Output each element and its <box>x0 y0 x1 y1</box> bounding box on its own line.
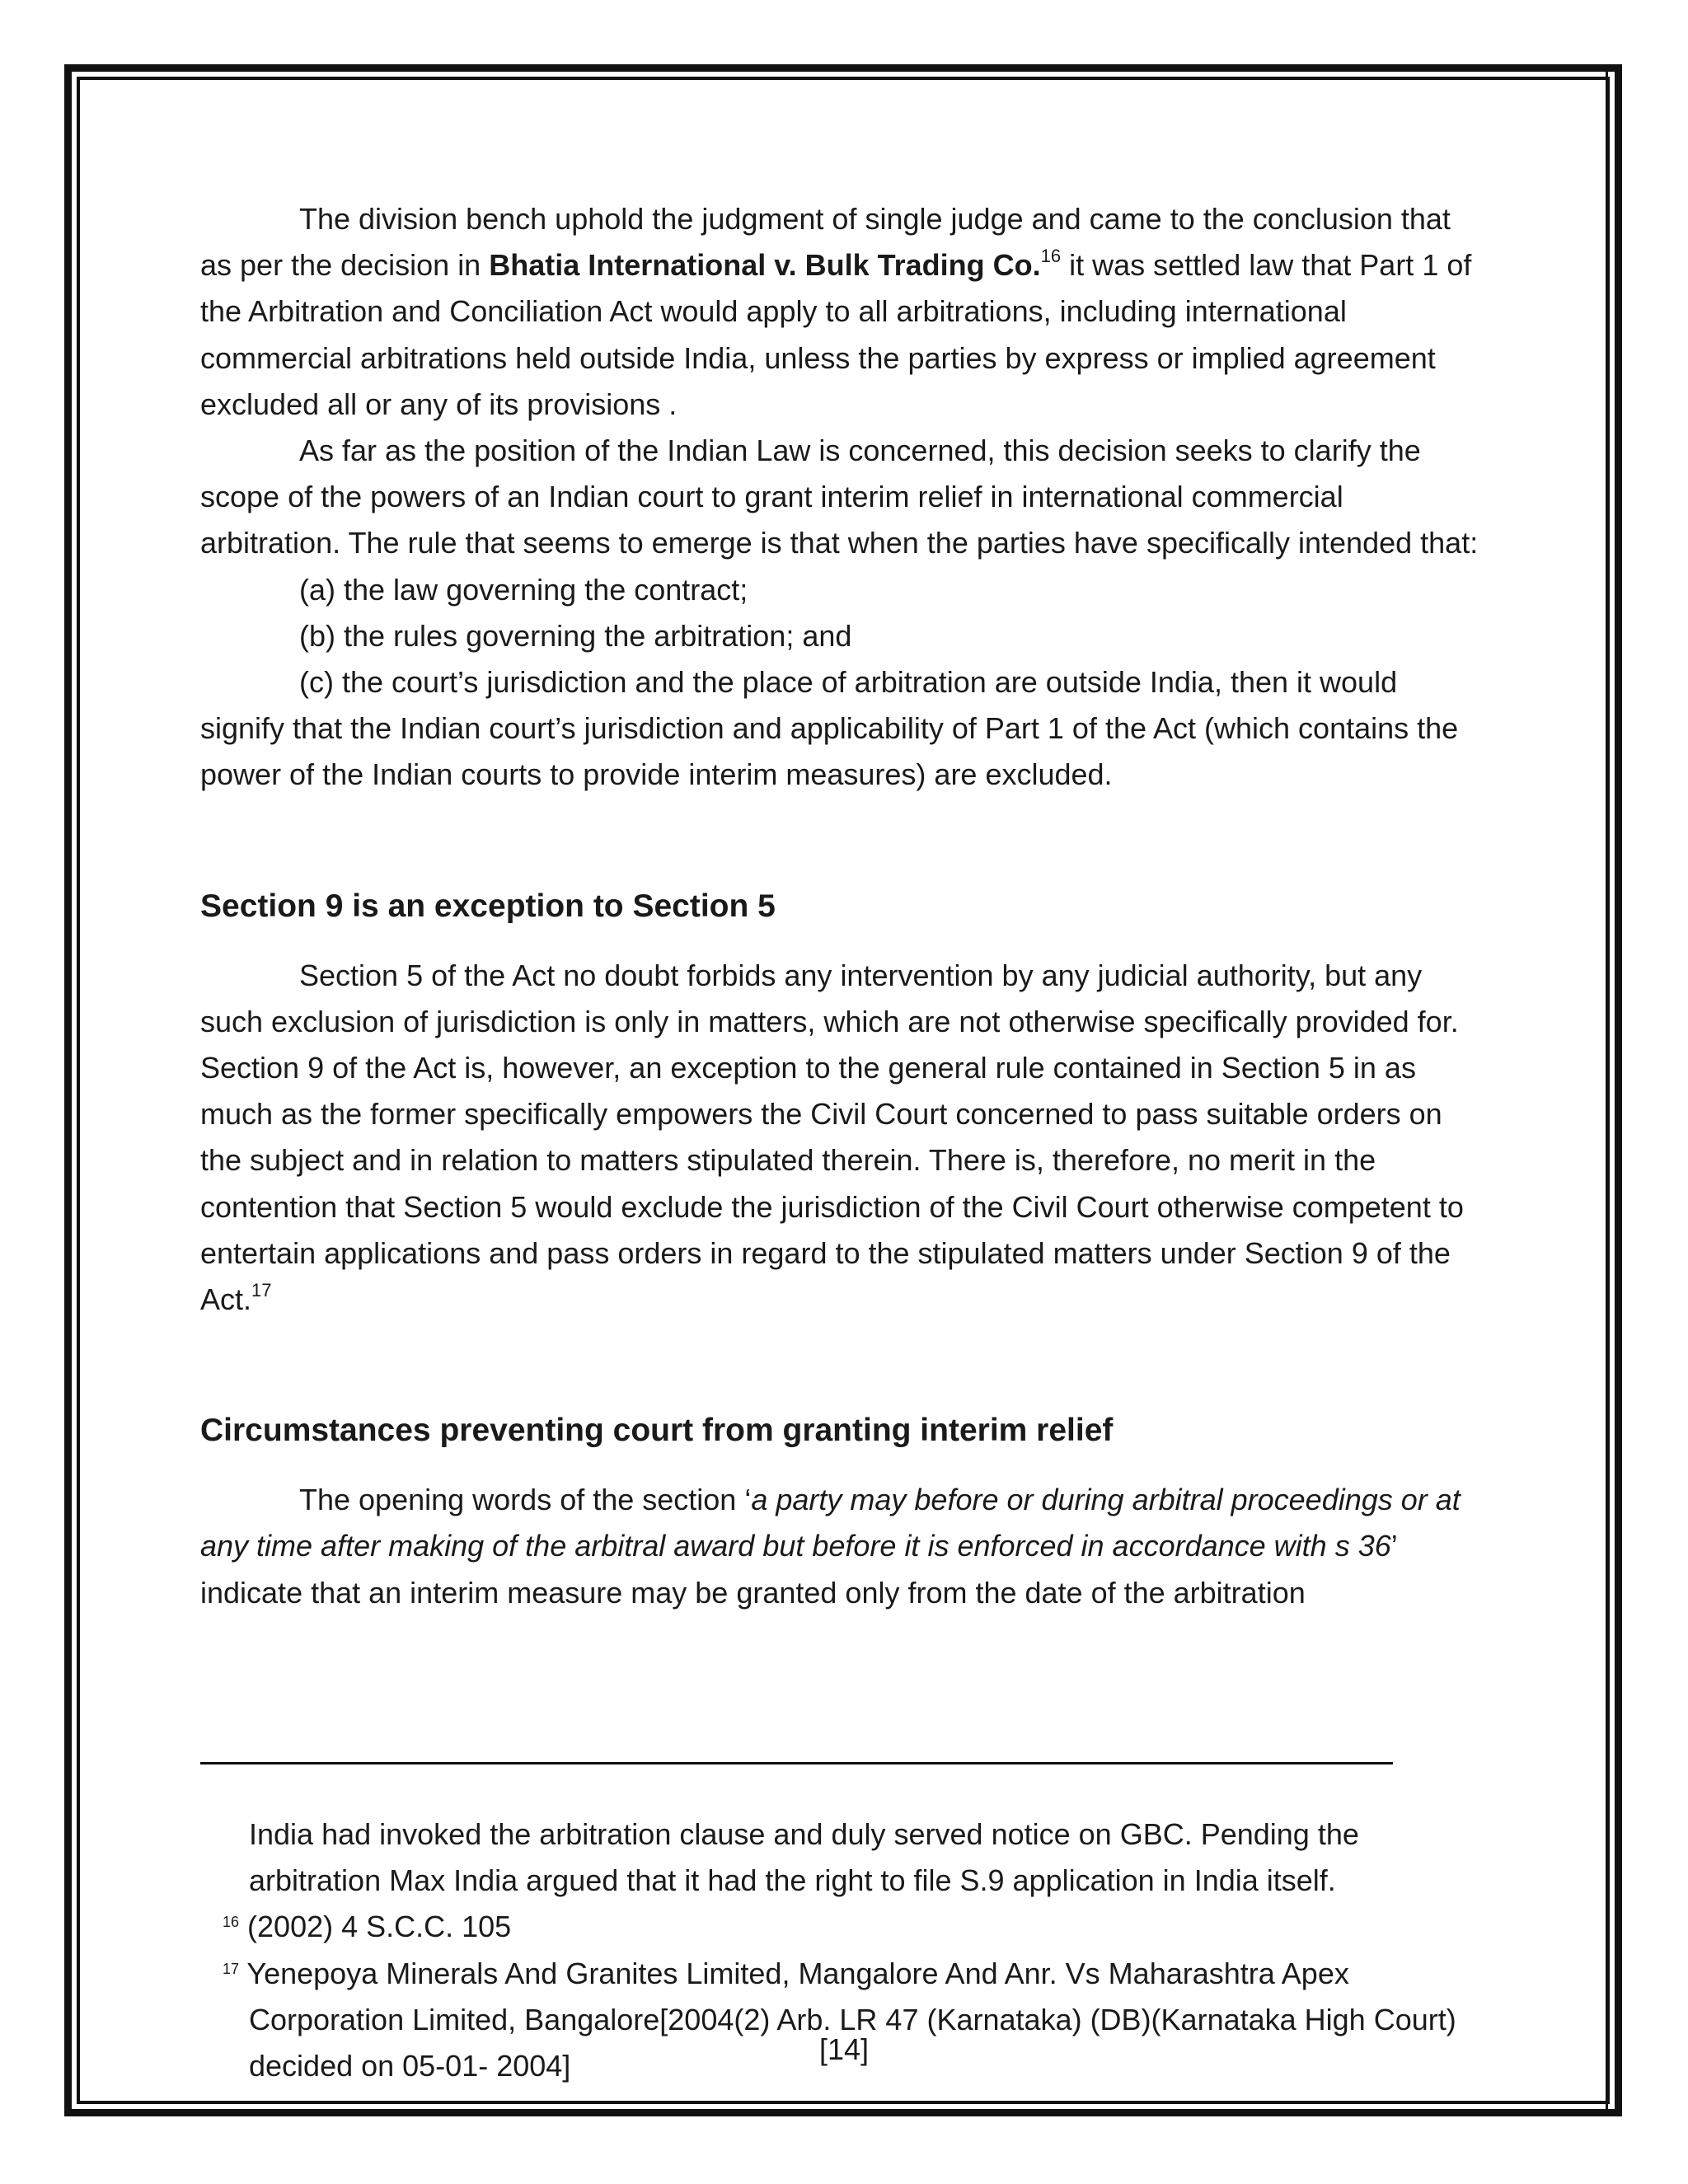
footnote-continued: India had invoked the arbitration clause and duly served notice on GBC. Pending the arbitration Max India argued that it had the right to file S.9 application in India itself. <box>249 1817 1359 1898</box>
paragraph-list-item-c: (c) the court’s jurisdiction and the place of arbitration are outside India, then it would signify that the Indian court’s jurisdiction and applicability of Part 1 of the Act (which contains the power of the Indian courts to provide interim measures) are excluded. <box>200 665 1459 792</box>
quoted-section-text: a party may before or during arbitral proceedings or at any time after making of the arbitral award but before it is enforced in accordance with s 36 <box>200 1483 1461 1563</box>
paragraph-indian-law: As far as the position of the Indian Law is concerned, this decision seeks to clarify the scope of the powers of an Indian court to grant interim relief in international commercial arbitration. The rule that seems to emerge is that when the parties have specifically intended that: <box>200 434 1479 560</box>
page-number: [14] <box>818 2032 870 2066</box>
footnote-separator <box>200 1762 1393 1765</box>
page-body <box>200 196 1486 1616</box>
paragraph-section-5: Section 5 of the Act no doubt forbids any intervention by any judicial authority, but any such exclusion of jurisdiction is only in matters, which are not otherwise specifically provided for. Section 9 of the Act is, however, an exception to the general rule contained in Section 5 in as much as the former specifically empowers the Civil Court concerned to pass suitable orders on the subject and in relation to matters stipulated therein. There is, therefore, no merit in the contention that Section 5 would exclude the jurisdiction of the Civil Court otherwise competent to entertain applications and pass orders in regard to the stipulated matters under Section 9 of the Act.$^{17}$ <box>200 958 1464 1317</box>
footnote-ref-17: 17 <box>251 1280 272 1301</box>
paragraph-opening-words: The opening words of the section ‘a party may before or during arbitral proceedings or at any time after making of the arbitral award but before it is enforced in accordance with s 36’ indicate that an interim measure may be granted only from the date of the arbitration <box>200 1483 1461 1610</box>
list-item-b: (b) the rules governing the arbitration; and <box>299 618 852 653</box>
footnote-ref-16: 16 <box>1040 246 1062 267</box>
footnote-17: $^{17}$ Yenepoya Minerals And Granites Limited, Mangalore And Anr. Vs Maharashtra Apex Corporation Limited, Bangalore[2004(2) Arb. LR 47 (Karnataka) (DB)(Karnataka High Court) decided on 05-01- 2004] <box>223 1956 1456 2083</box>
case-name: Bhatia International v. Bulk Trading Co. <box>489 248 1041 283</box>
paragraph-division-bench: The division bench uphold the judgment of single judge and came to the conclusion that as per the decision in Bhatia International v. Bulk Trading Co.$^{16}$ it was settled law that Part 1 of the Arbitration and Conciliation Act would apply to all arbitrations, including international commercial arbitrations held outside India, unless the parties by express or implied agreement excluded all or any of its provisions . <box>200 202 1472 421</box>
list-item-a: (a) the law governing the contract; <box>299 572 748 607</box>
section-heading-section-9: Section 9 is an exception to Section 5 <box>200 888 776 924</box>
footnote-16: $^{16}$ (2002) 4 S.C.C. 105 <box>223 1910 512 1944</box>
section-heading-circumstances: Circumstances preventing court from granting interim relief <box>200 1413 1114 1449</box>
